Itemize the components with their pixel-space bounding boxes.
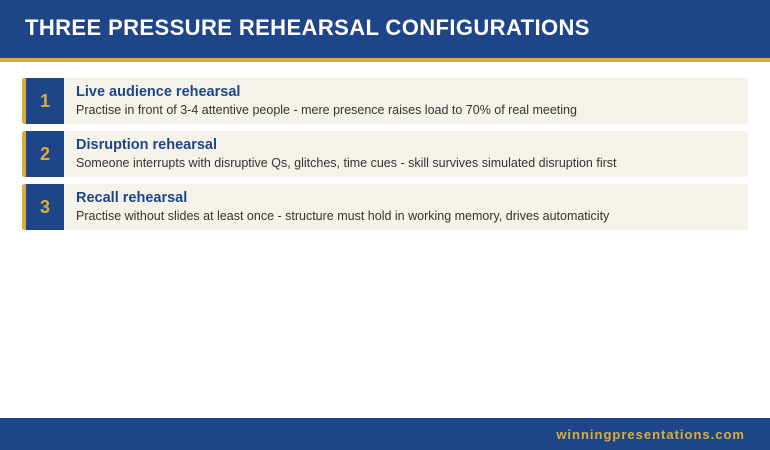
header-bar bbox=[0, 0, 770, 62]
number-badge bbox=[22, 78, 64, 124]
item-description: Practise without slides at least once - structure must hold in working memory, drives automaticity bbox=[76, 209, 610, 223]
list-item bbox=[22, 184, 748, 230]
item-number: 1 bbox=[39, 91, 50, 111]
number-badge bbox=[22, 131, 64, 177]
list-item bbox=[22, 131, 748, 177]
item-title: Disruption rehearsal bbox=[76, 137, 218, 153]
item-title: Recall rehearsal bbox=[76, 190, 188, 206]
number-badge bbox=[22, 184, 64, 230]
item-title: Live audience rehearsal bbox=[76, 84, 241, 100]
footer-bar bbox=[0, 418, 770, 450]
item-number: 2 bbox=[39, 144, 50, 164]
page-title: THREE PRESSURE REHEARSAL CONFIGURATIONS bbox=[25, 15, 590, 40]
item-number: 3 bbox=[39, 197, 50, 217]
footer-url: winningpresentations.com bbox=[556, 427, 745, 442]
list-item bbox=[22, 78, 748, 124]
item-description: Practise in front of 3-4 attentive people - mere presence raises load to 70% of real meeting bbox=[76, 103, 577, 117]
item-description: Someone interrupts with disruptive Qs, glitches, time cues - skill survives simulated disruption first bbox=[76, 156, 617, 170]
